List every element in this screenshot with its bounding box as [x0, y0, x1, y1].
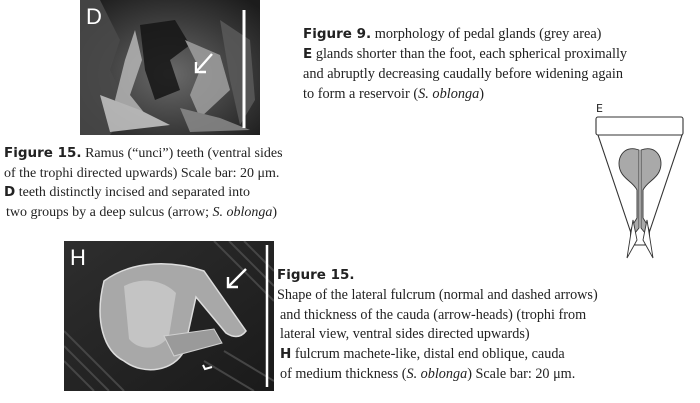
- figure-label: Figure 15.: [4, 145, 82, 161]
- panel-letter-h: H: [70, 245, 86, 270]
- sem-image-d: [80, 0, 260, 135]
- pedal-gland-diagram: [585, 100, 695, 265]
- foot-outline: [598, 135, 682, 245]
- figure-label: Figure 9.: [303, 26, 372, 42]
- figure-label: Figure 15.: [277, 267, 355, 283]
- diagram-letter-e: E: [596, 102, 603, 115]
- figure-15-caption-top: Figure 15. Ramus (“unci”) teeth (ventral sides of the trophi directed upwards) Scale bar: 20 μm. D teeth distinctly incised and separated into two groups by a deep sulcus (arrow; S. oblonga): [4, 145, 283, 220]
- foot-top: [596, 117, 683, 135]
- figure-9-caption: Figure 9. morphology of pedal glands (grey area) E glands shorter than the foot, each spherical proximally and abruptly decreasing caudally before widening again to form a reservoir (S. oblonga): [303, 26, 628, 102]
- sub-label-h: H: [280, 346, 292, 363]
- sub-label-d: D: [4, 184, 16, 200]
- sem-image-h: [64, 241, 274, 391]
- panel-letter-d: D: [86, 4, 102, 29]
- sub-label-e: E: [303, 46, 313, 62]
- figure-15-caption-bottom: Figure 15. Shape of the lateral fulcrum (normal and dashed arrows) and thickness of the cauda (arrow-heads) (trophi from lateral view, ventral sides directed upwards) H fulcrum machete-like, distal end oblique, cauda of medium thickness (S. oblonga) Scale bar: 20 μm.: [277, 267, 598, 382]
